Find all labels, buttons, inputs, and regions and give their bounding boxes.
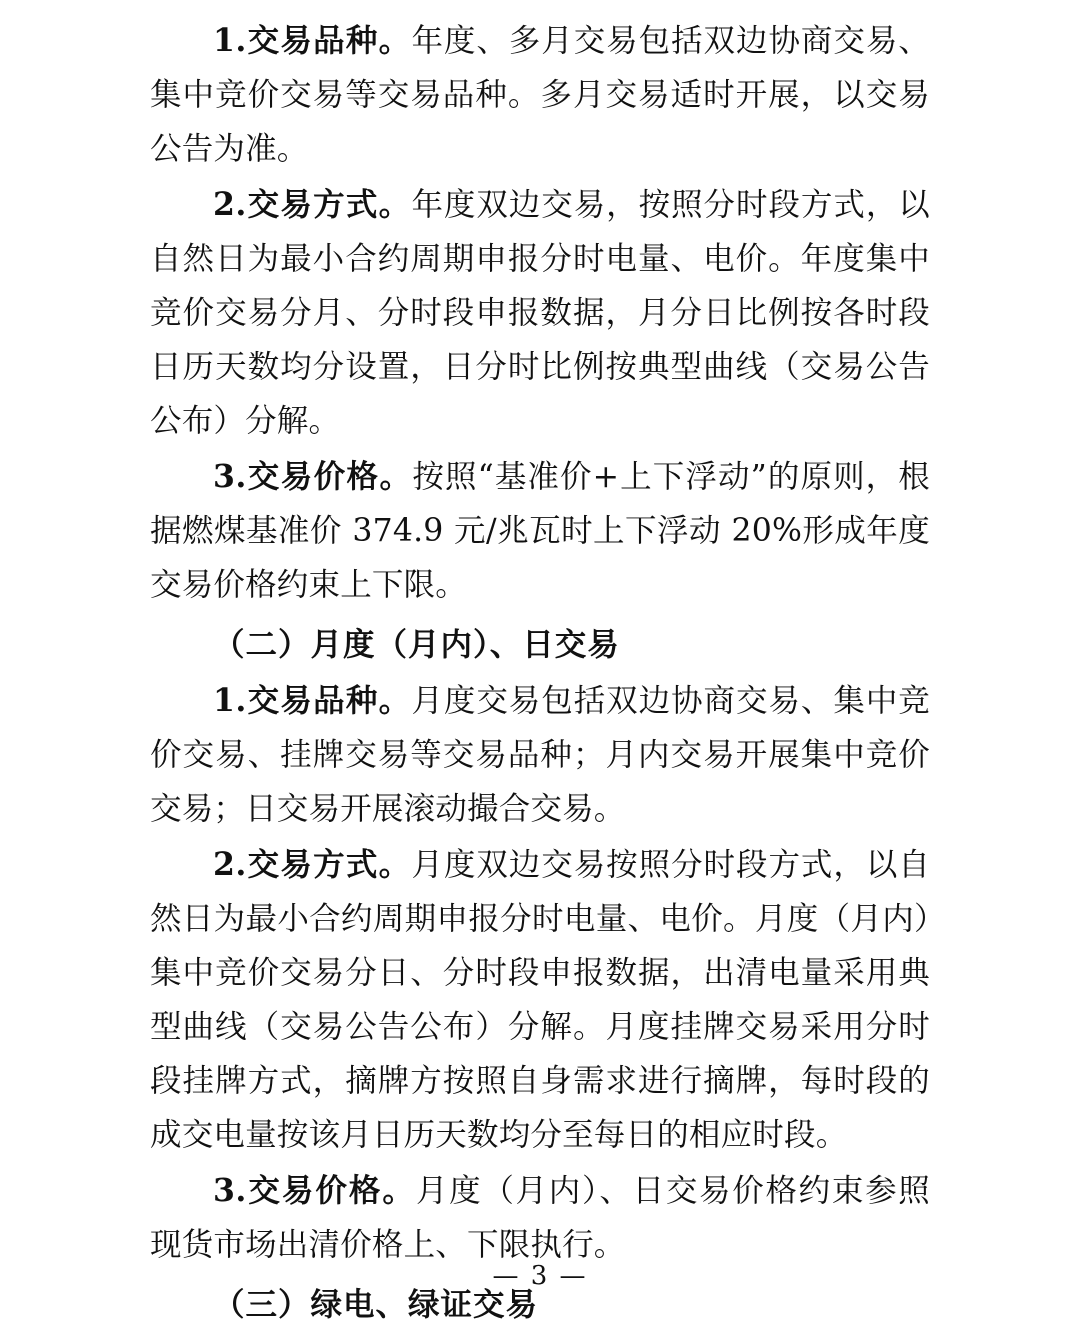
paragraph-lead-label: 3.交易价格。 <box>213 458 413 495</box>
paragraph-trade-variety-annual <box>150 14 930 176</box>
paragraph-body-text: 年度、多月交易包括双边协商交易、集中竞价交易等交易品种。多月交易适时开展，以交易公告为准。 <box>150 23 931 167</box>
paragraph-trade-variety-monthly <box>150 674 930 836</box>
paragraph-lead-label: 1.交易品种。 <box>213 22 412 59</box>
paragraph-body-text: 月度交易包括双边协商交易、集中竞价交易、挂牌交易等交易品种；月内交易开展集中竞价交易；日交易开展滚动撮合交易。 <box>150 683 931 827</box>
paragraph-lead-label: 2.交易方式。 <box>213 186 412 223</box>
paragraph-lead-label: 2.交易方式。 <box>213 846 412 883</box>
paragraph-trade-price-monthly <box>150 1164 930 1272</box>
section-heading-monthly-daily: （二）月度（月内）、日交易 <box>213 626 620 663</box>
paragraph-trade-price-annual <box>150 450 930 612</box>
page-number: — 3 — <box>492 1261 588 1291</box>
paragraph-trade-method-annual <box>150 178 930 448</box>
paragraph-lead-label: 3.交易价格。 <box>213 1172 416 1209</box>
paragraph-body-text: 月度双边交易按照分时段方式，以自然日为最小合约周期申报分时电量、电价。月度（月内）集中竞价交易分日、分时段申报数据，出清电量采用典型曲线（交易公告公布）分解。月度挂牌交易采用分时段挂牌方式，摘牌方按照自身需求进行摘牌，每时段的成交电量按该月日历天数均分至每日的相应时段。 <box>150 847 931 1153</box>
paragraph-trade-method-monthly <box>150 838 930 1162</box>
paragraph-body-text: 月度（月内）、日交易价格约束参照现货市场出清价格上、下限执行。 <box>150 1173 931 1263</box>
paragraph-lead-label: 1.交易品种。 <box>213 682 412 719</box>
paragraph-body-text: 年度双边交易，按照分时段方式，以自然日为最小合约周期申报分时电量、电价。年度集中竞价交易分月、分时段申报数据，月分日比例按各时段日历天数均分设置，日分时比例按典型曲线（交易公告公布）分解。 <box>150 187 931 439</box>
section-heading-green-power: （三）绿电、绿证交易 <box>213 1286 539 1323</box>
paragraph-body-text: 按照“基准价+上下浮动”的原则，根据燃煤基准价 374.9 元/兆瓦时上下浮动 20%形成年度交易价格约束上下限。 <box>150 459 930 603</box>
